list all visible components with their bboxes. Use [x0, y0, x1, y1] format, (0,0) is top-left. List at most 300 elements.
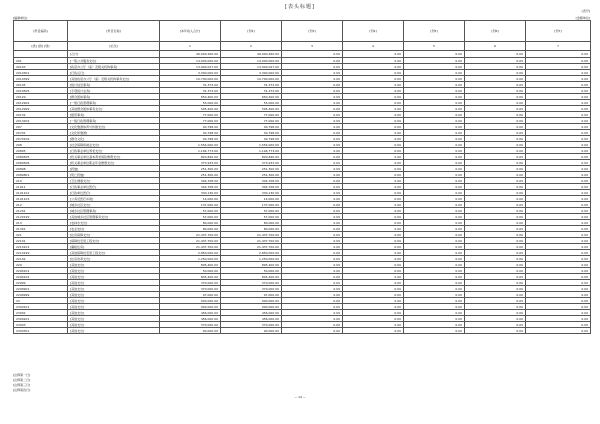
row-code: 201	[14, 58, 68, 64]
row-value: 21,437,700.00	[221, 232, 282, 238]
row-value: 0.00	[465, 64, 526, 70]
footnotes	[13, 373, 30, 393]
row-code: 20132	[14, 112, 68, 118]
row-value: 40,798.00	[160, 124, 221, 130]
row-value: 55,000.00	[160, 100, 221, 106]
row-name: [城乡社区支出]	[68, 202, 160, 208]
row-name: [组织事务]	[68, 112, 160, 118]
row-value: 0.00	[282, 70, 343, 76]
row-value: 0.00	[526, 238, 591, 244]
row-value: 21,437,700.00	[160, 238, 221, 244]
row-value: 0.00	[404, 94, 465, 100]
row-value: 0.00	[465, 130, 526, 136]
row-value: 0.00	[282, 220, 343, 226]
row-value: 0.00	[282, 178, 343, 184]
row-name: [住房改革支出]	[68, 256, 160, 262]
header-name: [科目名称]	[68, 21, 160, 42]
row-code: 20105	[14, 82, 68, 88]
row-code: 2290102	[14, 274, 68, 280]
row-value: 344,708.00	[221, 184, 282, 190]
footnote-line: [注释第一行]	[13, 373, 31, 377]
header-total: [本年收入合计]	[160, 21, 221, 42]
row-value: 0.00	[526, 322, 591, 328]
row-value: 370,000.00	[160, 280, 221, 286]
row-value: 0.00	[404, 196, 465, 202]
header-idx: 7	[526, 42, 591, 51]
row-value: 137,000.00	[221, 202, 282, 208]
row-value: 251,300.00	[221, 172, 282, 178]
row-value: 0.00	[465, 250, 526, 256]
row-value: 0.00	[465, 184, 526, 190]
row-code: 2010505	[14, 88, 68, 94]
row-value: 3,300,000.00	[221, 70, 282, 76]
amount-unit: [金额单位]	[575, 16, 590, 20]
total-value: 46,000,260.00	[221, 51, 282, 58]
row-value: 0.00	[404, 58, 465, 64]
row-value: 0.00	[343, 328, 404, 334]
row-value: 0.00	[343, 154, 404, 160]
total-value: 0.00	[343, 51, 404, 58]
row-value: 0.00	[465, 292, 526, 298]
row-value: 0.00	[343, 142, 404, 148]
row-value: 50,000.00	[160, 268, 221, 274]
header-code: [科目编码]	[14, 21, 68, 42]
row-value: 0.00	[404, 310, 465, 316]
row-value: 344,708.00	[160, 184, 221, 190]
row-value: 77,000.00	[221, 112, 282, 118]
row-value: 0.00	[526, 100, 591, 106]
row-value: 344,708.00	[160, 178, 221, 184]
row-value: 0.00	[343, 220, 404, 226]
row-value: 0.00	[404, 256, 465, 262]
form-number: [表号]	[581, 9, 590, 13]
row-value: 0.00	[404, 118, 465, 124]
row-value: 0.00	[404, 280, 465, 286]
row-value: 0.00	[343, 202, 404, 208]
row-value: 0.00	[282, 280, 343, 286]
header-col-5: [列5]	[404, 21, 465, 42]
row-value: 0.00	[465, 328, 526, 334]
row-value: 0.00	[526, 124, 591, 130]
row-value: 0.00	[465, 106, 526, 112]
row-value: 0.00	[282, 328, 343, 334]
row-value: 0.00	[404, 220, 465, 226]
row-value: 0.00	[343, 184, 404, 190]
row-value: 40,798.00	[221, 124, 282, 130]
row-name: [农林水支出]	[68, 220, 160, 226]
row-value: 40,798.00	[160, 130, 221, 136]
row-value: 0.00	[282, 286, 343, 292]
row-value: 0.00	[404, 130, 465, 136]
row-code: 2210101	[14, 244, 68, 250]
row-value: 0.00	[282, 58, 343, 64]
row-name: [其他支出]	[68, 322, 160, 328]
header-col-7: [列7]	[526, 21, 591, 42]
row-value: 0.00	[526, 214, 591, 220]
row-value: 0.00	[526, 268, 591, 274]
row-value: 0.00	[343, 94, 404, 100]
row-value: 0.00	[526, 196, 591, 202]
row-name: [廉租住房]	[68, 244, 160, 250]
header-sub-b: [款]	[37, 44, 44, 48]
row-value: 0.00	[343, 124, 404, 130]
row-name: [其他政府办公厅（室）及相关机构事务支出]	[68, 76, 160, 82]
row-name: [死亡抚恤]	[68, 172, 160, 178]
row-code: 20701	[14, 130, 68, 136]
row-value: 0.00	[526, 220, 591, 226]
row-value: 820,840.00	[221, 154, 282, 160]
row-value: 0.00	[343, 70, 404, 76]
page-title: [表头标题]	[285, 4, 315, 10]
row-value: 0.00	[282, 250, 343, 256]
row-value: 0.00	[282, 160, 343, 166]
header-idx: 4	[343, 42, 404, 51]
row-value: 0.00	[282, 316, 343, 322]
row-value: 0.00	[465, 148, 526, 154]
row-value: 0.00	[343, 196, 404, 202]
total-value: 46,000,260.00	[160, 51, 221, 58]
row-name: [文化旅游体育与传媒支出]	[68, 124, 160, 130]
row-name: [其他群众团体事务支出]	[68, 106, 160, 112]
row-value: 0.00	[282, 106, 343, 112]
row-value: 0.00	[282, 256, 343, 262]
row-value: 251,300.00	[160, 166, 221, 172]
row-code: 208	[14, 142, 68, 148]
row-value: 0.00	[465, 88, 526, 94]
row-value: 0.00	[465, 244, 526, 250]
row-value: 0.00	[404, 328, 465, 334]
row-value: 14,000,000.00	[160, 58, 221, 64]
row-name: [其他支出]	[68, 268, 160, 274]
row-value: 0.00	[465, 154, 526, 160]
row-value: 0.00	[404, 178, 465, 184]
row-value: 251,300.00	[160, 172, 221, 178]
row-value: 0.00	[465, 226, 526, 232]
row-value: 0.00	[526, 88, 591, 94]
row-value: 0.00	[343, 286, 404, 292]
row-code: 210	[14, 178, 68, 184]
row-name: [行政事业单位养老支出]	[68, 148, 160, 154]
row-value: 0.00	[465, 160, 526, 166]
row-value: 57,000.00	[221, 208, 282, 214]
row-value: 0.00	[465, 256, 526, 262]
row-name: [政府办公厅（室）及相关机构事务]	[68, 64, 160, 70]
row-value: 0.00	[343, 232, 404, 238]
row-code: 2012902	[14, 100, 68, 106]
row-code: 2101101	[14, 190, 68, 196]
row-value: 0.00	[404, 274, 465, 280]
row-value: 0.00	[404, 238, 465, 244]
row-value: 0.00	[404, 244, 465, 250]
row-value: 0.00	[465, 280, 526, 286]
row-value: 0.00	[343, 316, 404, 322]
row-name: [其他支出]	[68, 316, 160, 322]
row-value: 0.00	[343, 112, 404, 118]
table-body	[14, 51, 591, 334]
row-value: 14,000.00	[221, 196, 282, 202]
row-value: 0.00	[526, 58, 591, 64]
row-value: 330,130.00	[221, 190, 282, 196]
row-value: 370,000.00	[160, 322, 221, 328]
row-value: 900,000.00	[221, 304, 282, 310]
row-value: 0.00	[404, 184, 465, 190]
row-value: 0.00	[526, 160, 591, 166]
row-code: 21201	[14, 208, 68, 214]
row-value: 0.00	[526, 70, 591, 76]
row-value: 1,250,000.00	[221, 256, 282, 262]
row-value: 14,000.00	[160, 196, 221, 202]
row-value: 0.00	[404, 70, 465, 76]
total-value: 0.00	[465, 51, 526, 58]
row-value: 330,130.00	[160, 190, 221, 196]
row-name: [行政运行]	[68, 70, 160, 76]
row-value: 0.00	[404, 124, 465, 130]
row-value: 2,850,000.00	[221, 250, 282, 256]
row-value: 0.00	[465, 100, 526, 106]
row-value: 21,437,700.00	[160, 232, 221, 238]
row-code: 21011	[14, 184, 68, 190]
row-name: [其他支出]	[68, 262, 160, 268]
footnote-line: [注释第三行]	[13, 383, 31, 387]
row-value: 0.00	[526, 316, 591, 322]
row-value: 0.00	[526, 148, 591, 154]
row-value: 0.00	[526, 310, 591, 316]
row-code: 2101103	[14, 196, 68, 202]
row-value: 456,000.00	[221, 316, 282, 322]
row-name: [卫生健康支出]	[68, 178, 160, 184]
row-value: 0.00	[526, 274, 591, 280]
row-value: 57,000.00	[160, 214, 221, 220]
row-value: 3,300,000.00	[160, 70, 221, 76]
row-value: 2,850,000.00	[160, 250, 221, 256]
row-value: 900,000.00	[160, 298, 221, 304]
row-value: 0.00	[343, 136, 404, 142]
row-value: 0.00	[282, 274, 343, 280]
row-value: 0.00	[526, 154, 591, 160]
row-value: 595,400.00	[221, 106, 282, 112]
row-value: 595,400.00	[160, 106, 221, 112]
row-value: 1,250,000.00	[160, 256, 221, 262]
row-value: 0.00	[465, 322, 526, 328]
row-value: 0.00	[343, 238, 404, 244]
row-value: 0.00	[343, 244, 404, 250]
row-value: 0.00	[404, 316, 465, 322]
row-value: 0.00	[526, 166, 591, 172]
row-value: 0.00	[526, 172, 591, 178]
row-value: 0.00	[343, 100, 404, 106]
header-sub-c: [项]	[44, 44, 50, 48]
row-value: 456,000.00	[160, 310, 221, 316]
row-value: 97,000.00	[221, 292, 282, 298]
row-value: 77,000.00	[160, 112, 221, 118]
row-value: 40,798.00	[221, 130, 282, 136]
row-value: 0.00	[404, 154, 465, 160]
row-value: 0.00	[526, 184, 591, 190]
row-value: 0.00	[343, 118, 404, 124]
row-value: 97,000.00	[160, 292, 221, 298]
row-code: 229	[14, 262, 68, 268]
row-value: 0.00	[465, 274, 526, 280]
row-value: 344,708.00	[221, 178, 282, 184]
row-name: [社会保障和就业支出]	[68, 142, 160, 148]
row-value: 21,437,700.00	[160, 244, 221, 250]
row-name: [机关事业单位基本养老保险缴费支出]	[68, 154, 160, 160]
row-name: [其他支出]	[68, 298, 160, 304]
row-value: 0.00	[282, 304, 343, 310]
row-value: 0.00	[404, 88, 465, 94]
row-value: 0.00	[343, 88, 404, 94]
row-value: 0.00	[404, 268, 465, 274]
row-value: 0.00	[282, 136, 343, 142]
row-value: 0.00	[526, 178, 591, 184]
row-code: 21301	[14, 226, 68, 232]
row-value: 0.00	[404, 298, 465, 304]
row-value: 0.00	[404, 208, 465, 214]
row-code: 20808	[14, 166, 68, 172]
row-value: 0.00	[343, 298, 404, 304]
row-name: [保障性安居工程支出]	[68, 238, 160, 244]
row-value: 0.00	[282, 310, 343, 316]
row-value: 0.00	[282, 130, 343, 136]
row-code: 2010301	[14, 70, 68, 76]
row-value: 0.00	[282, 322, 343, 328]
row-value: 456,000.00	[160, 316, 221, 322]
row-value: 0.00	[465, 232, 526, 238]
row-code: 2300301	[14, 328, 68, 334]
row-value: 456,000.00	[221, 310, 282, 316]
row-value: 0.00	[282, 148, 343, 154]
row-value: 0.00	[465, 190, 526, 196]
row-value: 0.00	[343, 130, 404, 136]
row-name: [机关事业单位职业年金缴费支出]	[68, 160, 160, 166]
row-name: [其他城乡社区管理事务支出]	[68, 214, 160, 220]
total-value: 0.00	[404, 51, 465, 58]
row-name: [其他支出]	[68, 304, 160, 310]
row-value: 21,437,700.00	[221, 244, 282, 250]
row-value: 0.00	[282, 196, 343, 202]
row-value: 0.00	[465, 298, 526, 304]
row-value: 55,000.00	[221, 100, 282, 106]
row-value: 0.00	[465, 262, 526, 268]
row-name: [行政事业单位医疗]	[68, 184, 160, 190]
row-value: 373,933.00	[160, 160, 221, 166]
row-value: 90,000.00	[160, 328, 221, 334]
header-col-3: [列3]	[282, 21, 343, 42]
row-value: 0.00	[465, 70, 526, 76]
header-sub-name: [栏次]	[68, 42, 160, 51]
row-value: 0.00	[526, 136, 591, 142]
row-code: 2080801	[14, 172, 68, 178]
header-idx: 5	[404, 42, 465, 51]
row-code: 221	[14, 232, 68, 238]
row-value: 0.00	[404, 322, 465, 328]
row-value: 0.00	[526, 118, 591, 124]
row-value: 0.00	[465, 220, 526, 226]
row-value: 13,900,027.00	[221, 64, 282, 70]
row-name: [统计信息事务]	[68, 82, 160, 88]
row-value: 900,000.00	[221, 298, 282, 304]
row-name: [其他支出]	[68, 286, 160, 292]
row-value: 0.00	[526, 292, 591, 298]
header-col-2: [列2]	[221, 21, 282, 42]
row-code: 2299901	[14, 286, 68, 292]
row-value: 0.00	[404, 136, 465, 142]
income-table	[13, 20, 591, 334]
row-value: 0.00	[526, 130, 591, 136]
row-value: 0.00	[526, 226, 591, 232]
row-value: 0.00	[526, 106, 591, 112]
row-value: 0.00	[343, 274, 404, 280]
row-value: 0.00	[282, 64, 343, 70]
header-idx: 2	[221, 42, 282, 51]
row-value: 0.00	[526, 76, 591, 82]
row-value: 0.00	[465, 166, 526, 172]
row-value: 0.00	[282, 76, 343, 82]
row-value: 0.00	[404, 76, 465, 82]
row-value: 0.00	[465, 124, 526, 130]
row-value: 0.00	[343, 226, 404, 232]
row-value: 80,000.00	[160, 226, 221, 232]
row-value: 0.00	[465, 178, 526, 184]
row-value: 0.00	[404, 64, 465, 70]
row-code: 23003	[14, 322, 68, 328]
row-value: 0.00	[343, 250, 404, 256]
row-value: 80,000.00	[221, 226, 282, 232]
row-value: 77,000.00	[160, 118, 221, 124]
row-value: 0.00	[343, 280, 404, 286]
header-idx: 1	[160, 42, 221, 51]
row-code: 2010399	[14, 76, 68, 82]
row-code: 2120199	[14, 214, 68, 220]
row-name: [其他保障性安居工程支出]	[68, 250, 160, 256]
row-value: 13,900,027.00	[160, 64, 221, 70]
row-value: 40,798.00	[160, 136, 221, 142]
row-name: [其他支出]	[68, 328, 160, 334]
header-subrow	[14, 42, 591, 51]
row-value: 1,554,000.00	[221, 142, 282, 148]
row-value: 0.00	[404, 190, 465, 196]
row-value: 0.00	[282, 298, 343, 304]
row-value: 0.00	[343, 304, 404, 310]
row-code: 23002	[14, 310, 68, 316]
row-value: 0.00	[526, 82, 591, 88]
row-name: [其他支出]	[68, 274, 160, 280]
row-value: 0.00	[282, 190, 343, 196]
row-name: [一般行政管理事务]	[68, 118, 160, 124]
row-value: 0.00	[404, 160, 465, 166]
total-label: [合计]	[68, 51, 160, 58]
row-code: 2013202	[14, 118, 68, 124]
row-value: 0.00	[465, 142, 526, 148]
row-value: 0.00	[404, 286, 465, 292]
row-value: 10,700,000.00	[221, 76, 282, 82]
row-code: 22999	[14, 280, 68, 286]
row-value: 0.00	[404, 82, 465, 88]
row-name: [群众团体事务]	[68, 94, 160, 100]
row-value: 0.00	[465, 196, 526, 202]
row-value: 0.00	[282, 292, 343, 298]
row-value: 0.00	[526, 208, 591, 214]
row-value: 21,437,700.00	[221, 238, 282, 244]
row-value: 0.00	[282, 94, 343, 100]
row-value: 900,000.00	[160, 304, 221, 310]
row-value: 0.00	[282, 238, 343, 244]
row-value: 0.00	[526, 64, 591, 70]
row-value: 0.00	[343, 160, 404, 166]
row-value: 0.00	[465, 238, 526, 244]
row-value: 845,400.00	[160, 274, 221, 280]
row-value: 0.00	[526, 202, 591, 208]
